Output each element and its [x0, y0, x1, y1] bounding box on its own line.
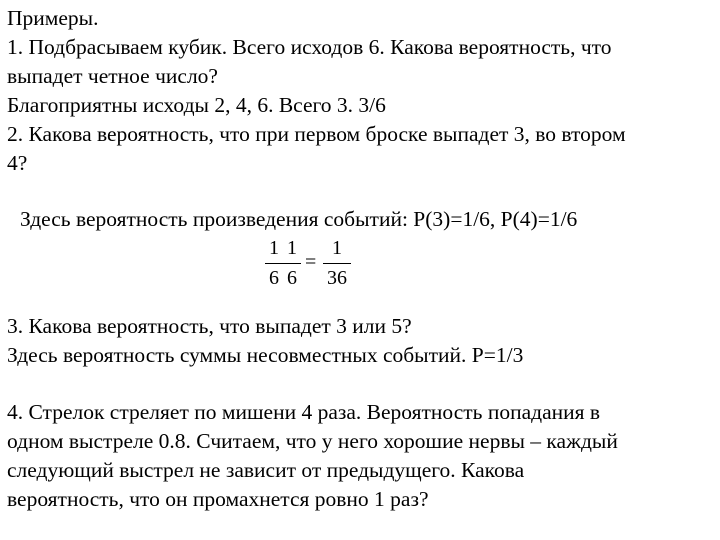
fraction-first-bar	[265, 263, 283, 264]
example-2-line-3: Здесь вероятность произведения событий: P(3)=1/6, P(4)=1/6	[20, 207, 578, 231]
fraction-result	[323, 236, 351, 292]
fraction-result-bar	[323, 263, 351, 264]
example-4-line-1: 4. Стрелок стреляет по мишени 4 раза. Вероятность попадания в	[7, 400, 601, 424]
example-2-line-1: 2. Какова вероятность, что при первом броске выпадет 3, во втором	[7, 122, 626, 146]
example-4-line-2: одном выстреле 0.8. Считаем, что у него хорошие нервы – каждый	[7, 429, 618, 453]
example-1-line-2: выпадет четное число?	[7, 64, 218, 88]
example-3-line-1: 3. Какова вероятность, что выпадет 3 или 5?	[7, 314, 412, 338]
fraction-first-numerator: 1	[269, 237, 279, 259]
fraction-second	[283, 236, 301, 292]
equals-sign: =	[305, 251, 317, 273]
fraction-second-bar	[283, 263, 301, 264]
fraction-first-denominator: 6	[269, 267, 279, 289]
fraction-result-numerator: 1	[332, 237, 342, 259]
example-1-line-1: 1. Подбрасываем кубик. Всего исходов 6. Какова вероятность, что	[7, 35, 612, 59]
fraction-result-denominator: 36	[327, 267, 347, 289]
fraction-second-denominator: 6	[287, 267, 297, 289]
example-4-line-4: вероятность, что он промахнется ровно 1 раз?	[7, 487, 429, 511]
example-3-line-2: Здесь вероятность суммы несовместных событий. P=1/3	[7, 343, 524, 367]
probability-product-formula	[265, 236, 365, 296]
example-4-line-3: следующий выстрел не зависит от предыдущего. Какова	[7, 458, 525, 482]
example-1-line-3: Благоприятны исходы 2, 4, 6. Всего 3. 3/6	[7, 93, 386, 117]
fraction-second-numerator: 1	[287, 237, 297, 259]
example-2-line-2: 4?	[7, 151, 28, 175]
fraction-first	[265, 236, 283, 292]
page-title: Примеры.	[7, 6, 99, 30]
